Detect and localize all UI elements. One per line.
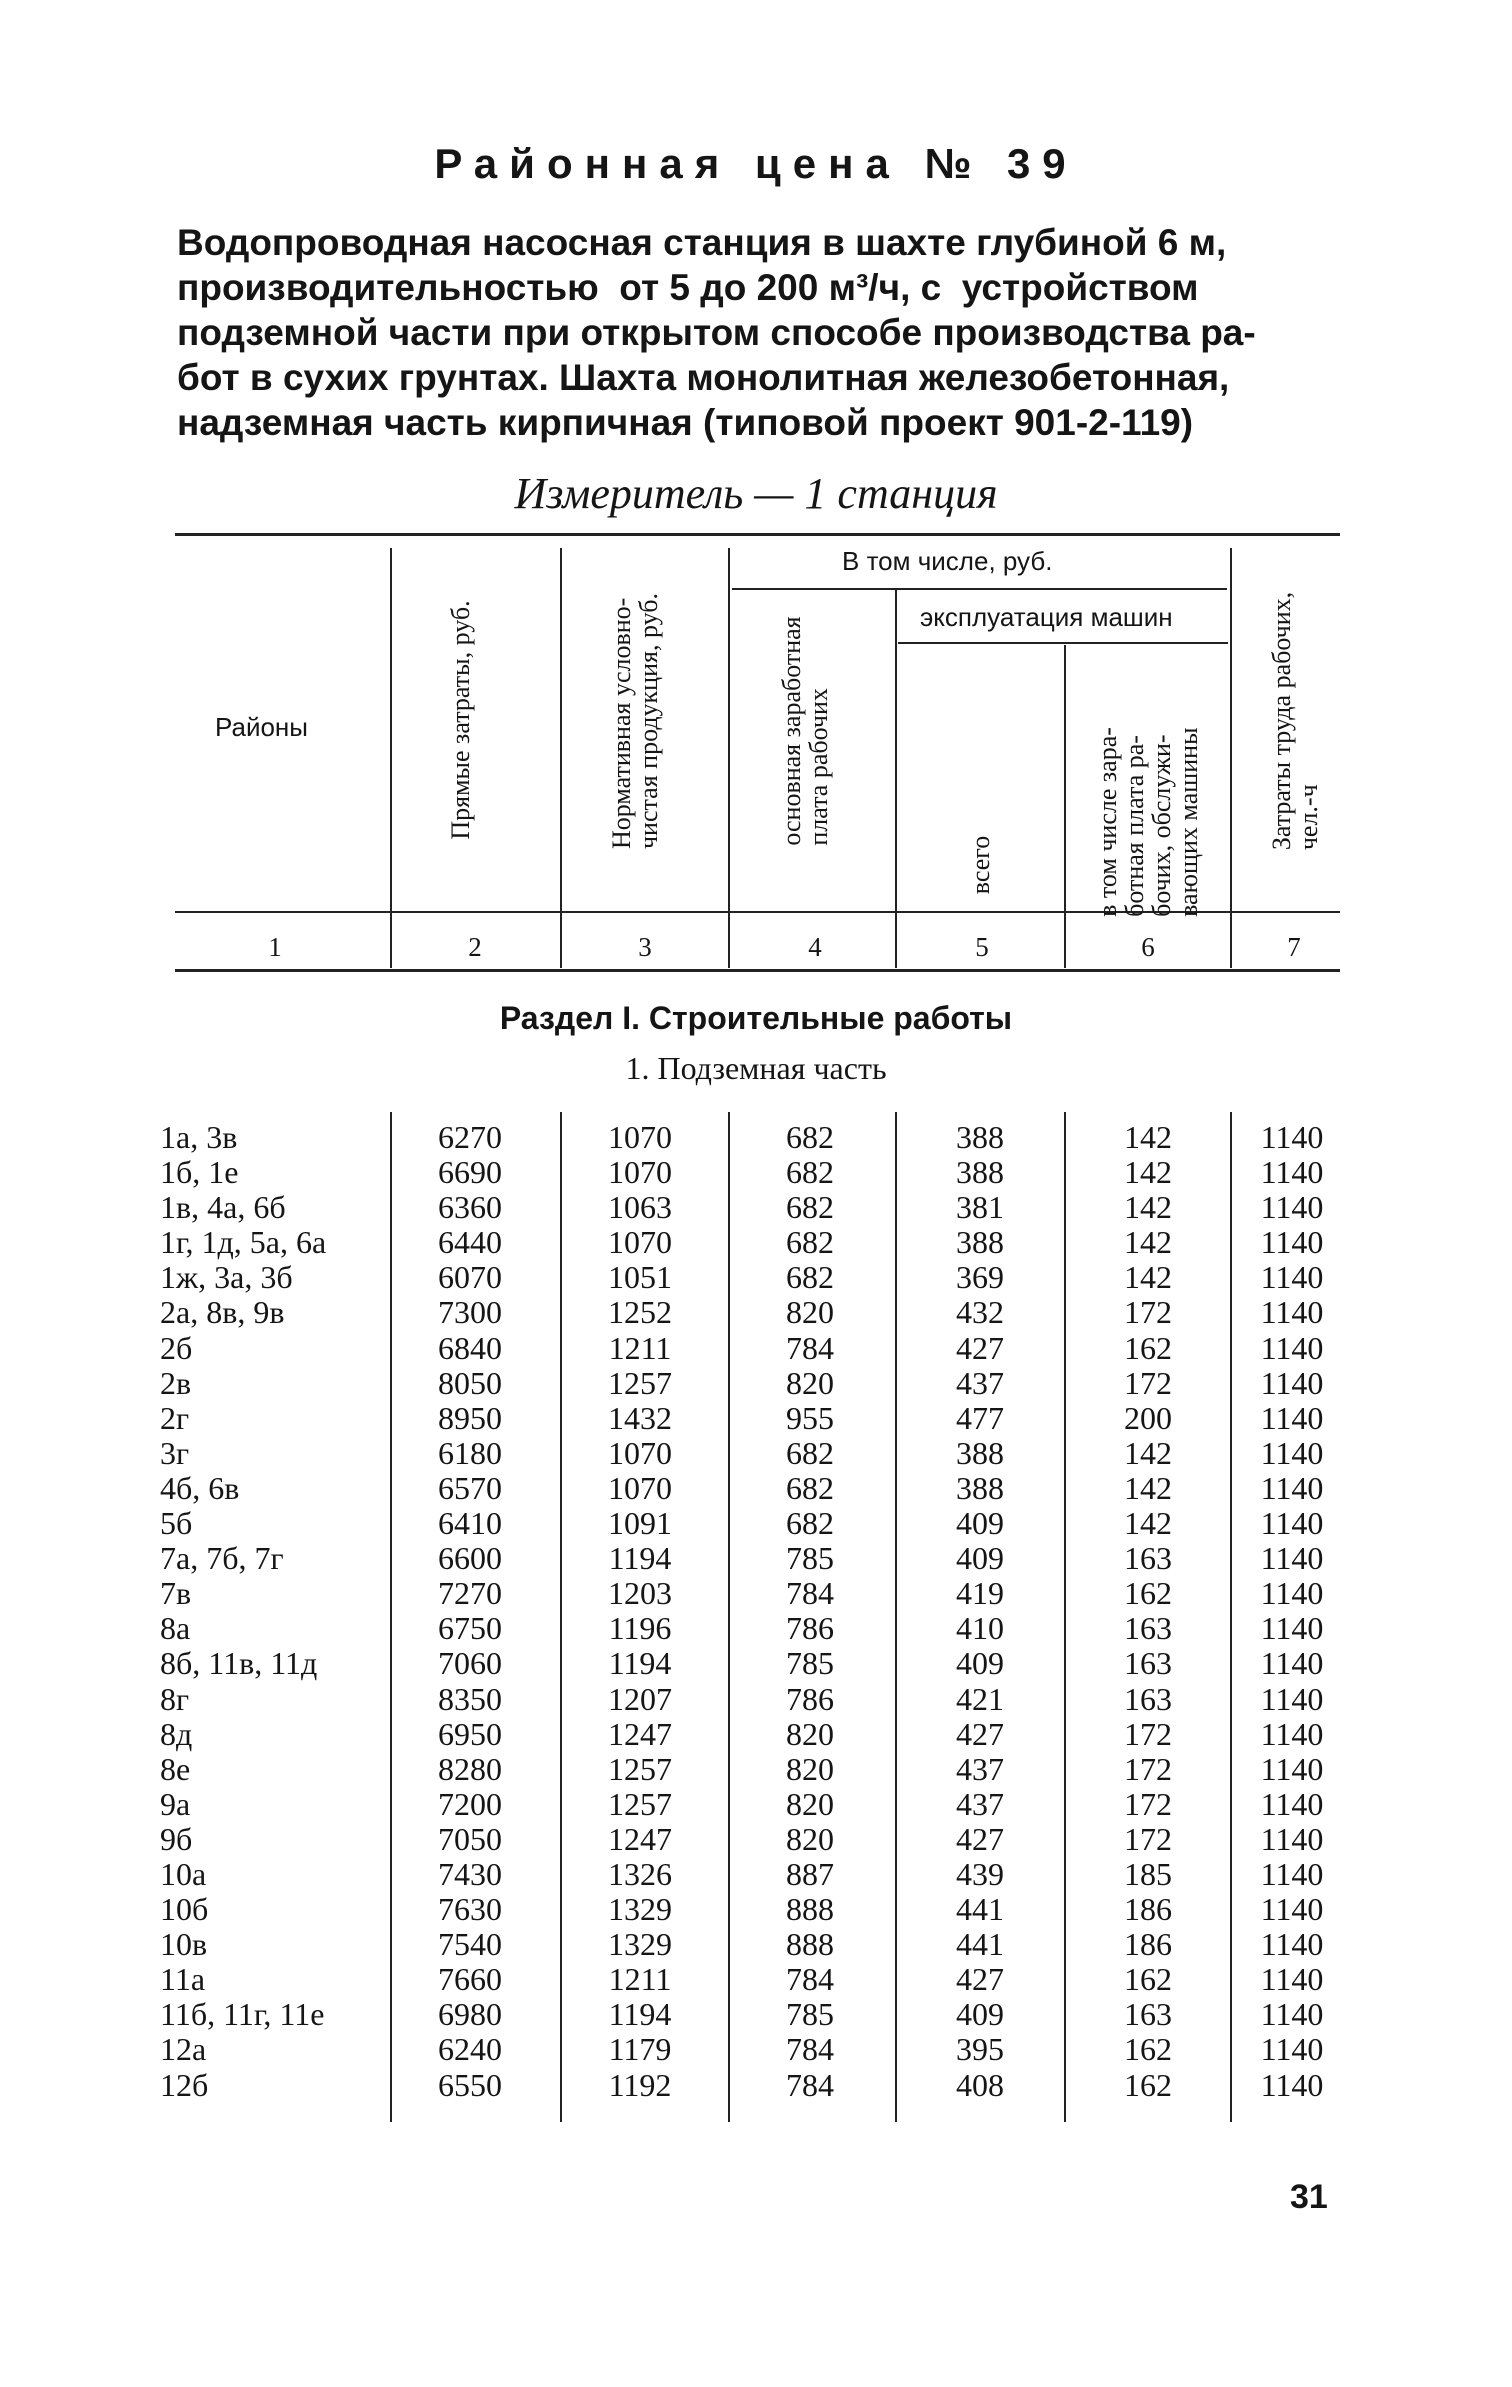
region-cell: 9а	[160, 1785, 191, 1822]
labor-cell: 1140	[1260, 1680, 1324, 1717]
normative-output-cell: 1070	[608, 1224, 672, 1261]
base-wage-cell: 682	[786, 1505, 834, 1542]
region-cell: 8е	[160, 1750, 191, 1787]
direct-costs-cell: 7430	[438, 1855, 502, 1892]
base-wage-cell: 785	[786, 1540, 834, 1577]
direct-costs-cell: 6360	[438, 1189, 502, 1226]
labor-cell: 1140	[1260, 1259, 1324, 1296]
machine-wage-header: в том числе зара- ботная плата ра- бочих, обслужи- вающих машины	[1093, 727, 1203, 917]
direct-costs-cell: 6180	[438, 1434, 502, 1471]
normative-output-cell: 1257	[608, 1364, 672, 1401]
labor-cell: 1140	[1260, 1820, 1324, 1857]
normative-output-cell: 1070	[608, 1119, 672, 1155]
base-wage-cell: 682	[786, 1189, 834, 1226]
normative-output-cell: 1432	[608, 1399, 672, 1436]
subheader-rule	[898, 642, 1228, 644]
table-row	[0, 1646, 1512, 1681]
subtitle-line: надземная часть кирпичная (типовой проект 901-2-119)	[177, 402, 1194, 443]
base-wage-cell: 682	[786, 1259, 834, 1296]
table-row	[0, 1295, 1512, 1330]
region-cell: 11а	[160, 1961, 206, 1998]
table-row	[0, 1682, 1512, 1717]
machine-wage-cell: 172	[1124, 1364, 1172, 1401]
labor-cell: 1140	[1260, 1996, 1324, 2033]
column-divider	[1064, 645, 1066, 968]
base-wage-cell: 784	[786, 1575, 834, 1612]
table-body	[0, 1120, 1512, 2103]
machine-total-cell: 477	[956, 1399, 1004, 1436]
subtitle-line: производительностью от 5 до 200 м³/ч, с устройством	[177, 267, 1199, 308]
machine-total-cell: 409	[956, 1540, 1004, 1577]
machine-wage-cell: 142	[1124, 1434, 1172, 1471]
region-cell: 10а	[160, 1855, 207, 1892]
direct-costs-cell: 6410	[438, 1505, 502, 1542]
labor-cell: 1140	[1260, 1224, 1324, 1261]
machine-total-header: всего	[965, 835, 995, 895]
section-title: Раздел I. Строительные работы	[499, 1000, 1013, 1036]
labor-cell: 1140	[1260, 1540, 1324, 1577]
base-wage-cell: 786	[786, 1680, 834, 1717]
table-row	[0, 1717, 1512, 1752]
labor-costs-header: Затраты труда рабочих, чел.-ч	[1267, 591, 1323, 851]
labor-cell: 1140	[1260, 1785, 1324, 1822]
machine-wage-cell: 162	[1124, 1961, 1172, 1998]
region-cell: 1г, 1д, 5а, 6а	[160, 1224, 327, 1261]
direct-costs-cell: 6570	[438, 1469, 502, 1506]
machine-total-cell: 419	[956, 1575, 1004, 1612]
direct-costs-cell: 6980	[438, 1996, 502, 2033]
machine-wage-cell: 142	[1124, 1154, 1172, 1191]
measurement-unit: Измеритель — 1 станция	[514, 469, 998, 518]
column-divider	[728, 548, 730, 968]
direct-costs-cell: 8950	[438, 1399, 502, 1436]
region-cell: 2а, 8в, 9в	[160, 1294, 285, 1331]
table-row	[0, 1190, 1512, 1225]
table-row	[0, 1787, 1512, 1822]
direct-costs-cell: 6600	[438, 1540, 502, 1577]
normative-output-cell: 1247	[608, 1820, 672, 1857]
normative-output-cell: 1329	[608, 1891, 672, 1928]
machine-wage-cell: 162	[1124, 1329, 1172, 1366]
subsection-title: 1. Подземная часть	[625, 1050, 887, 1086]
subtitle-line: Водопроводная насосная станция в шахте глубиной 6 м,	[177, 222, 1227, 263]
header-top-rule	[175, 533, 1340, 536]
machine-wage-cell: 162	[1124, 2031, 1172, 2068]
machine-total-cell: 427	[956, 1715, 1004, 1752]
normative-output-cell: 1194	[608, 1540, 672, 1577]
normative-output-cell: 1252	[608, 1294, 672, 1331]
labor-cell: 1140	[1260, 1891, 1324, 1928]
direct-costs-cell: 6690	[438, 1154, 502, 1191]
base-wage-cell: 785	[786, 1996, 834, 2033]
machine-wage-cell: 172	[1124, 1715, 1172, 1752]
machine-wage-cell: 163	[1124, 1680, 1172, 1717]
column-number: 3	[638, 932, 652, 962]
labor-cell: 1140	[1260, 1961, 1324, 1998]
normative-output-header: Нормативная условно- чистая продукция, руб.	[607, 592, 663, 850]
normative-output-cell: 1211	[608, 1961, 672, 1998]
labor-cell: 1140	[1260, 1399, 1324, 1436]
labor-cell: 1140	[1260, 1434, 1324, 1471]
region-cell: 4б, 6в	[160, 1469, 240, 1506]
direct-costs-cell: 6070	[438, 1259, 502, 1296]
direct-costs-cell: 7060	[438, 1645, 502, 1682]
direct-costs-cell: 7050	[438, 1820, 502, 1857]
region-cell: 3г	[160, 1434, 190, 1471]
table-row	[0, 1927, 1512, 1962]
column-number: 6	[1141, 932, 1155, 962]
normative-output-cell: 1194	[608, 1645, 672, 1682]
machine-total-cell: 441	[956, 1891, 1004, 1928]
region-cell: 1а, 3в	[160, 1119, 238, 1155]
table-row	[0, 1366, 1512, 1401]
base-wage-cell: 955	[786, 1399, 834, 1436]
table-row	[0, 1892, 1512, 1927]
labor-cell: 1140	[1260, 1189, 1324, 1226]
normative-output-cell: 1257	[608, 1750, 672, 1787]
page-title: Районная цена № 39	[434, 140, 1078, 187]
region-cell: 12б	[160, 2066, 209, 2103]
table-row	[0, 1436, 1512, 1471]
machine-wage-cell: 163	[1124, 1540, 1172, 1577]
base-wage-cell: 784	[786, 2031, 834, 2068]
base-wage-cell: 682	[786, 1224, 834, 1261]
region-cell: 1б, 1е	[160, 1154, 239, 1191]
machine-total-cell: 409	[956, 1645, 1004, 1682]
direct-costs-cell: 6550	[438, 2066, 502, 2103]
region-cell: 2г	[160, 1399, 190, 1436]
base-wage-cell: 820	[786, 1294, 834, 1331]
direct-costs-cell: 8050	[438, 1364, 502, 1401]
base-wage-cell: 820	[786, 1715, 834, 1752]
normative-output-cell: 1070	[608, 1154, 672, 1191]
base-wage-cell: 682	[786, 1119, 834, 1155]
base-wage-header: основная заработная плата рабочих	[777, 616, 833, 846]
normative-output-cell: 1211	[608, 1329, 672, 1366]
table-row	[0, 1471, 1512, 1506]
table-row	[0, 1401, 1512, 1436]
region-cell: 10б	[160, 1891, 209, 1928]
machine-wage-cell: 142	[1124, 1189, 1172, 1226]
direct-costs-cell: 6240	[438, 2031, 502, 2068]
region-cell: 9б	[160, 1820, 193, 1857]
machine-wage-cell: 172	[1124, 1785, 1172, 1822]
machine-total-cell: 369	[956, 1259, 1004, 1296]
column-number: 2	[468, 932, 482, 962]
table-row	[0, 1120, 1512, 1155]
table-row	[0, 1822, 1512, 1857]
table-row	[0, 1155, 1512, 1190]
normative-output-cell: 1063	[608, 1189, 672, 1226]
labor-cell: 1140	[1260, 1926, 1324, 1963]
machine-wage-cell: 172	[1124, 1820, 1172, 1857]
direct-costs-cell: 6840	[438, 1329, 502, 1366]
column-divider	[895, 590, 897, 968]
machine-total-cell: 432	[956, 1294, 1004, 1331]
region-cell: 8а	[160, 1610, 191, 1647]
machine-total-cell: 381	[956, 1189, 1004, 1226]
labor-cell: 1140	[1260, 1715, 1324, 1752]
base-wage-cell: 784	[786, 1329, 834, 1366]
labor-cell: 1140	[1260, 1119, 1324, 1155]
normative-output-cell: 1196	[608, 1610, 672, 1647]
machine-wage-cell: 142	[1124, 1259, 1172, 1296]
machine-total-cell: 427	[956, 1961, 1004, 1998]
regions-header: Районы	[215, 712, 308, 742]
machine-wage-cell: 163	[1124, 1610, 1172, 1647]
region-cell: 1в, 4а, 6б	[160, 1189, 286, 1226]
base-wage-cell: 785	[786, 1645, 834, 1682]
machine-wage-cell: 142	[1124, 1505, 1172, 1542]
page-number: 31	[1290, 2178, 1328, 2216]
machine-total-cell: 437	[956, 1364, 1004, 1401]
machine-wage-cell: 186	[1124, 1926, 1172, 1963]
machine-total-cell: 388	[956, 1434, 1004, 1471]
region-cell: 11б, 11г, 11е	[160, 1996, 325, 2033]
base-wage-cell: 682	[786, 1154, 834, 1191]
region-cell: 12а	[160, 2031, 207, 2068]
region-cell: 10в	[160, 1926, 208, 1963]
region-cell: 2в	[160, 1364, 192, 1401]
region-cell: 8б, 11в, 11д	[160, 1645, 318, 1682]
column-divider	[390, 548, 392, 968]
column-divider	[1230, 548, 1232, 968]
table-row	[0, 1506, 1512, 1541]
base-wage-cell: 820	[786, 1364, 834, 1401]
normative-output-cell: 1329	[608, 1926, 672, 1963]
labor-cell: 1140	[1260, 1329, 1324, 1366]
base-wage-cell: 784	[786, 2066, 834, 2103]
machine-total-cell: 388	[956, 1119, 1004, 1155]
machine-total-cell: 437	[956, 1750, 1004, 1787]
region-cell: 7в	[160, 1575, 192, 1612]
normative-output-cell: 1070	[608, 1469, 672, 1506]
labor-cell: 1140	[1260, 1154, 1324, 1191]
labor-cell: 1140	[1260, 1364, 1324, 1401]
machine-wage-cell: 162	[1124, 2066, 1172, 2103]
region-cell: 7а, 7б, 7г	[160, 1540, 284, 1577]
base-wage-cell: 820	[786, 1820, 834, 1857]
region-cell: 1ж, 3а, 3б	[160, 1259, 293, 1296]
column-number: 4	[808, 932, 822, 962]
machine-total-cell: 439	[956, 1855, 1004, 1892]
direct-costs-cell: 7200	[438, 1785, 502, 1822]
region-cell: 8д	[160, 1715, 193, 1752]
normative-output-cell: 1194	[608, 1996, 672, 2033]
direct-costs-cell: 7630	[438, 1891, 502, 1928]
direct-costs-cell: 6440	[438, 1224, 502, 1261]
machine-wage-cell: 172	[1124, 1750, 1172, 1787]
normative-output-cell: 1070	[608, 1434, 672, 1471]
subtitle-line: подземной части при открытом способе производства ра-	[177, 312, 1256, 353]
table-row	[0, 2032, 1512, 2067]
machine-total-cell: 409	[956, 1505, 1004, 1542]
machine-wage-cell: 142	[1124, 1224, 1172, 1261]
table-row	[0, 2068, 1512, 2103]
machine-total-cell: 409	[956, 1996, 1004, 2033]
direct-costs-cell: 7540	[438, 1926, 502, 1963]
machine-total-cell: 427	[956, 1329, 1004, 1366]
machine-total-cell: 410	[956, 1610, 1004, 1647]
labor-cell: 1140	[1260, 2031, 1324, 2068]
labor-cell: 1140	[1260, 1575, 1324, 1612]
normative-output-cell: 1257	[608, 1785, 672, 1822]
base-wage-cell: 888	[786, 1891, 834, 1928]
normative-output-cell: 1247	[608, 1715, 672, 1752]
direct-costs-cell: 7300	[438, 1294, 502, 1331]
machine-wage-cell: 162	[1124, 1575, 1172, 1612]
normative-output-cell: 1051	[608, 1259, 672, 1296]
base-wage-cell: 786	[786, 1610, 834, 1647]
machine-wage-cell: 142	[1124, 1469, 1172, 1506]
column-number: 1	[268, 932, 282, 962]
base-wage-cell: 888	[786, 1926, 834, 1963]
normative-output-cell: 1207	[608, 1680, 672, 1717]
table-row	[0, 1752, 1512, 1787]
base-wage-cell: 682	[786, 1434, 834, 1471]
labor-cell: 1140	[1260, 1645, 1324, 1682]
normative-output-cell: 1326	[608, 1855, 672, 1892]
machine-wage-cell: 163	[1124, 1645, 1172, 1682]
column-divider	[560, 548, 562, 968]
including-header: В том числе, руб.	[842, 546, 1053, 576]
table-row	[0, 1260, 1512, 1295]
table-row	[0, 1962, 1512, 1997]
machine-total-cell: 421	[956, 1680, 1004, 1717]
region-cell: 5б	[160, 1505, 193, 1542]
labor-cell: 1140	[1260, 1610, 1324, 1647]
table-row	[0, 1611, 1512, 1646]
column-number: 7	[1287, 932, 1301, 962]
table-row	[0, 1857, 1512, 1892]
machine-wage-cell: 200	[1124, 1399, 1172, 1436]
machine-total-cell: 408	[956, 2066, 1004, 2103]
table-row	[0, 1997, 1512, 2032]
table-row	[0, 1225, 1512, 1260]
machine-wage-cell: 186	[1124, 1891, 1172, 1928]
labor-cell: 1140	[1260, 1750, 1324, 1787]
table-row	[0, 1331, 1512, 1366]
machine-total-cell: 427	[956, 1820, 1004, 1857]
machine-wage-cell: 172	[1124, 1294, 1172, 1331]
machine-total-cell: 437	[956, 1785, 1004, 1822]
subtitle-line: бот в сухих грунтах. Шахта монолитная железобетонная,	[177, 357, 1230, 398]
machine-total-cell: 441	[956, 1926, 1004, 1963]
direct-costs-cell: 8280	[438, 1750, 502, 1787]
labor-cell: 1140	[1260, 1855, 1324, 1892]
labor-cell: 1140	[1260, 1294, 1324, 1331]
labor-cell: 1140	[1260, 2066, 1324, 2103]
table-row	[0, 1576, 1512, 1611]
direct-costs-cell: 7270	[438, 1575, 502, 1612]
column-number: 5	[975, 932, 989, 962]
region-cell: 2б	[160, 1329, 193, 1366]
base-wage-cell: 820	[786, 1785, 834, 1822]
machine-wage-cell: 142	[1124, 1119, 1172, 1155]
machine-total-cell: 395	[956, 2031, 1004, 2068]
direct-costs-cell: 6270	[438, 1119, 502, 1155]
document-subtitle	[177, 220, 1337, 445]
normative-output-cell: 1192	[608, 2066, 672, 2103]
direct-costs-header: Прямые затраты, руб.	[445, 600, 475, 840]
machine-wage-cell: 163	[1124, 1996, 1172, 2033]
base-wage-cell: 820	[786, 1750, 834, 1787]
machine-total-cell: 388	[956, 1469, 1004, 1506]
machine-total-cell: 388	[956, 1224, 1004, 1261]
labor-cell: 1140	[1260, 1505, 1324, 1542]
direct-costs-cell: 8350	[438, 1680, 502, 1717]
machine-wage-cell: 185	[1124, 1855, 1172, 1892]
direct-costs-cell: 7660	[438, 1961, 502, 1998]
region-cell: 8г	[160, 1680, 190, 1717]
normative-output-cell: 1091	[608, 1505, 672, 1542]
machine-total-cell: 388	[956, 1154, 1004, 1191]
table-row	[0, 1541, 1512, 1576]
base-wage-cell: 784	[786, 1961, 834, 1998]
labor-cell: 1140	[1260, 1469, 1324, 1506]
direct-costs-cell: 6750	[438, 1610, 502, 1647]
base-wage-cell: 682	[786, 1469, 834, 1506]
base-wage-cell: 887	[786, 1855, 834, 1892]
normative-output-cell: 1179	[608, 2031, 672, 2068]
direct-costs-cell: 6950	[438, 1715, 502, 1752]
normative-output-cell: 1203	[608, 1575, 672, 1612]
machine-operation-header: эксплуатация машин	[920, 602, 1173, 632]
